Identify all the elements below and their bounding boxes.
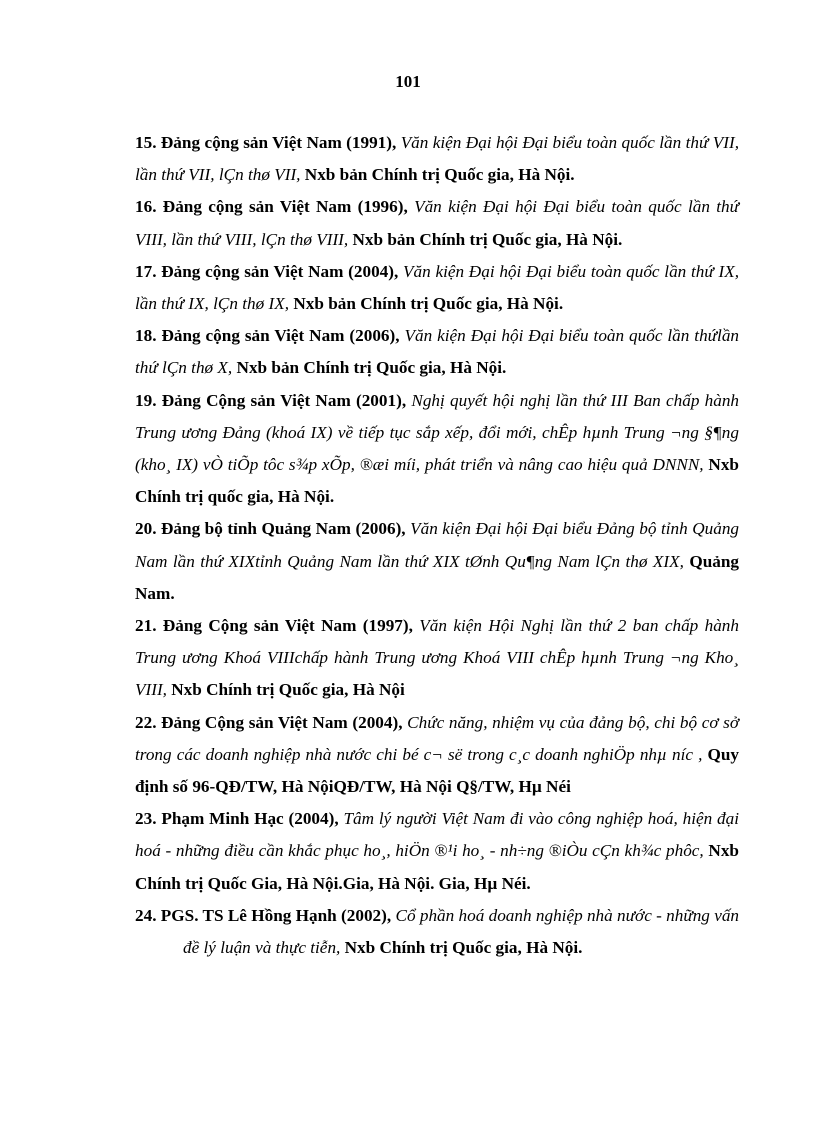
reference-number: 16. (135, 197, 157, 217)
reference-title: Văn kiện Đại hội Đại biểu Đảng bộ tỉnh Quảng Nam lần thứ XIXtỉnh Quảng Nam lần thứ XIX tØnh Qu¶ng Nam lÇn thø XIX, (135, 519, 740, 571)
reference-number: 15. (135, 133, 157, 152)
reference-title: Văn kiện Đại hội Đại biểu toàn quốc lần thứ IX, lần thứ IX, lÇn thø IX, (135, 261, 739, 314)
reference-title: Văn kiện Đại hội Đại biểu toàn quốc lần thứlần thứ lÇn thø X, (135, 326, 740, 378)
reference-publisher: Nxb Chính trị Quốc gia, Hà Nội (171, 680, 405, 700)
reference-title: Văn kiện Đại hội Đại biểu toàn quốc lần thứ VII, lần thứ VII, lÇn thø VII, (135, 133, 739, 185)
page-number: 101 (395, 72, 421, 91)
reference-author: Phạm Minh Hạc (2004), (161, 809, 339, 829)
reference-author: Đảng Cộng sản Việt Nam (2001), (161, 390, 407, 410)
reference-title: Nghị quyết hội nghị lần thứ III Ban chấp hành Trung ương Đảng (khoá IX) về tiếp tục sắp xếp, đổi mới, chÊp hµnh Trung ¬ng §¶ng (kho¸ IX) vÒ tiÕp tôc s¾p xÕp, ®æi míi, phát triển và nâng cao hiệu quả DNNN, (135, 390, 740, 475)
reference-author: Đảng Cộng sản Việt Nam (1997), (162, 616, 413, 636)
reference-publisher: Nxb bản Chính trị Quốc gia, Hà Nội. (293, 294, 564, 314)
reference-item-23 (135, 803, 739, 900)
reference-item-20 (135, 513, 739, 610)
reference-author: Đảng cộng sản Việt Nam (1991), (160, 133, 397, 152)
reference-number: 22. (135, 712, 157, 732)
reference-author: PGS. TS Lê Hồng Hạnh (2002), (160, 905, 392, 925)
reference-publisher: Quy định số 96-QĐ/TW, Hà NộiQĐ/TW, Hà Nội Q§/TW, Hµ Néi (135, 744, 740, 797)
reference-item-17 (135, 256, 739, 320)
reference-item-21 (135, 610, 739, 707)
reference-publisher: Nxb bản Chính trị Quốc gia, Hà Nội. (304, 165, 575, 185)
reference-item-18 (135, 320, 739, 384)
reference-publisher: Nxb Chính trị Quốc Gia, Hà Nội.Gia, Hà Nội. Gia, Hµ Néi. (135, 841, 739, 893)
reference-title: Cổ phần hoá doanh nghiệp nhà nước - những vấn đề lý luận và thực tiễn, (183, 905, 740, 958)
reference-item-22 (135, 707, 739, 804)
reference-publisher: Quảng Nam. (135, 551, 740, 603)
reference-title: Văn kiện Hội Nghị lần thứ 2 ban chấp hành Trung ương Khoá VIIIchấp hành Trung ương Khoá VIII chÊp hµnh Trung ¬ng Kho¸ VIII, (135, 616, 739, 700)
reference-number: 18. (135, 326, 157, 346)
reference-item-19 (135, 385, 739, 514)
reference-title: Tâm lý người Việt Nam đi vào công nghiệp hoá, hiện đại hoá - những điều cần khắc phục ho¸, hiÖn ®¹i ho¸ - nh÷ng ®iÒu cÇn kh¾c phôc, (135, 809, 740, 861)
reference-list (135, 127, 739, 964)
reference-author: Đảng cộng sản Việt Nam (1996), (162, 197, 408, 217)
reference-item-15 (135, 127, 739, 191)
reference-publisher: Nxb Chính trị Quốc gia, Hà Nội. (344, 938, 583, 958)
reference-title: Văn kiện Đại hội Đại biểu toàn quốc lần thứ VIII, lần thứ VIII, lÇn thø VIII, (135, 197, 739, 249)
reference-publisher: Nxb bản Chính trị Quốc gia, Hà Nội. (352, 229, 623, 249)
reference-publisher: Nxb Chính trị quốc gia, Hà Nội. (135, 455, 739, 507)
reference-title: Chức năng, nhiệm vụ của đảng bộ, chi bộ cơ sở trong các doanh nghiệp nhà nước chi bé c¬ së trong c¸c doanh nghiÖp nhµ níc , (135, 712, 740, 764)
reference-number: 20. (135, 519, 157, 539)
reference-number: 23. (135, 809, 157, 829)
reference-item-24 (135, 900, 739, 964)
reference-publisher: Nxb bản Chính trị Quốc gia, Hà Nội. (236, 358, 507, 378)
reference-number: 21. (135, 616, 157, 636)
reference-item-16 (135, 191, 739, 255)
reference-number: 19. (135, 390, 157, 410)
reference-author: Đảng cộng sản Việt Nam (2006), (161, 326, 400, 346)
reference-author: Đảng Cộng sản Việt Nam (2004), (161, 712, 403, 732)
reference-author: Đảng bộ tỉnh Quảng Nam (2006), (161, 519, 406, 539)
reference-author: Đảng cộng sản Việt Nam (2004), (161, 261, 399, 281)
reference-number: 17. (135, 261, 157, 281)
reference-number: 24. (135, 905, 157, 925)
